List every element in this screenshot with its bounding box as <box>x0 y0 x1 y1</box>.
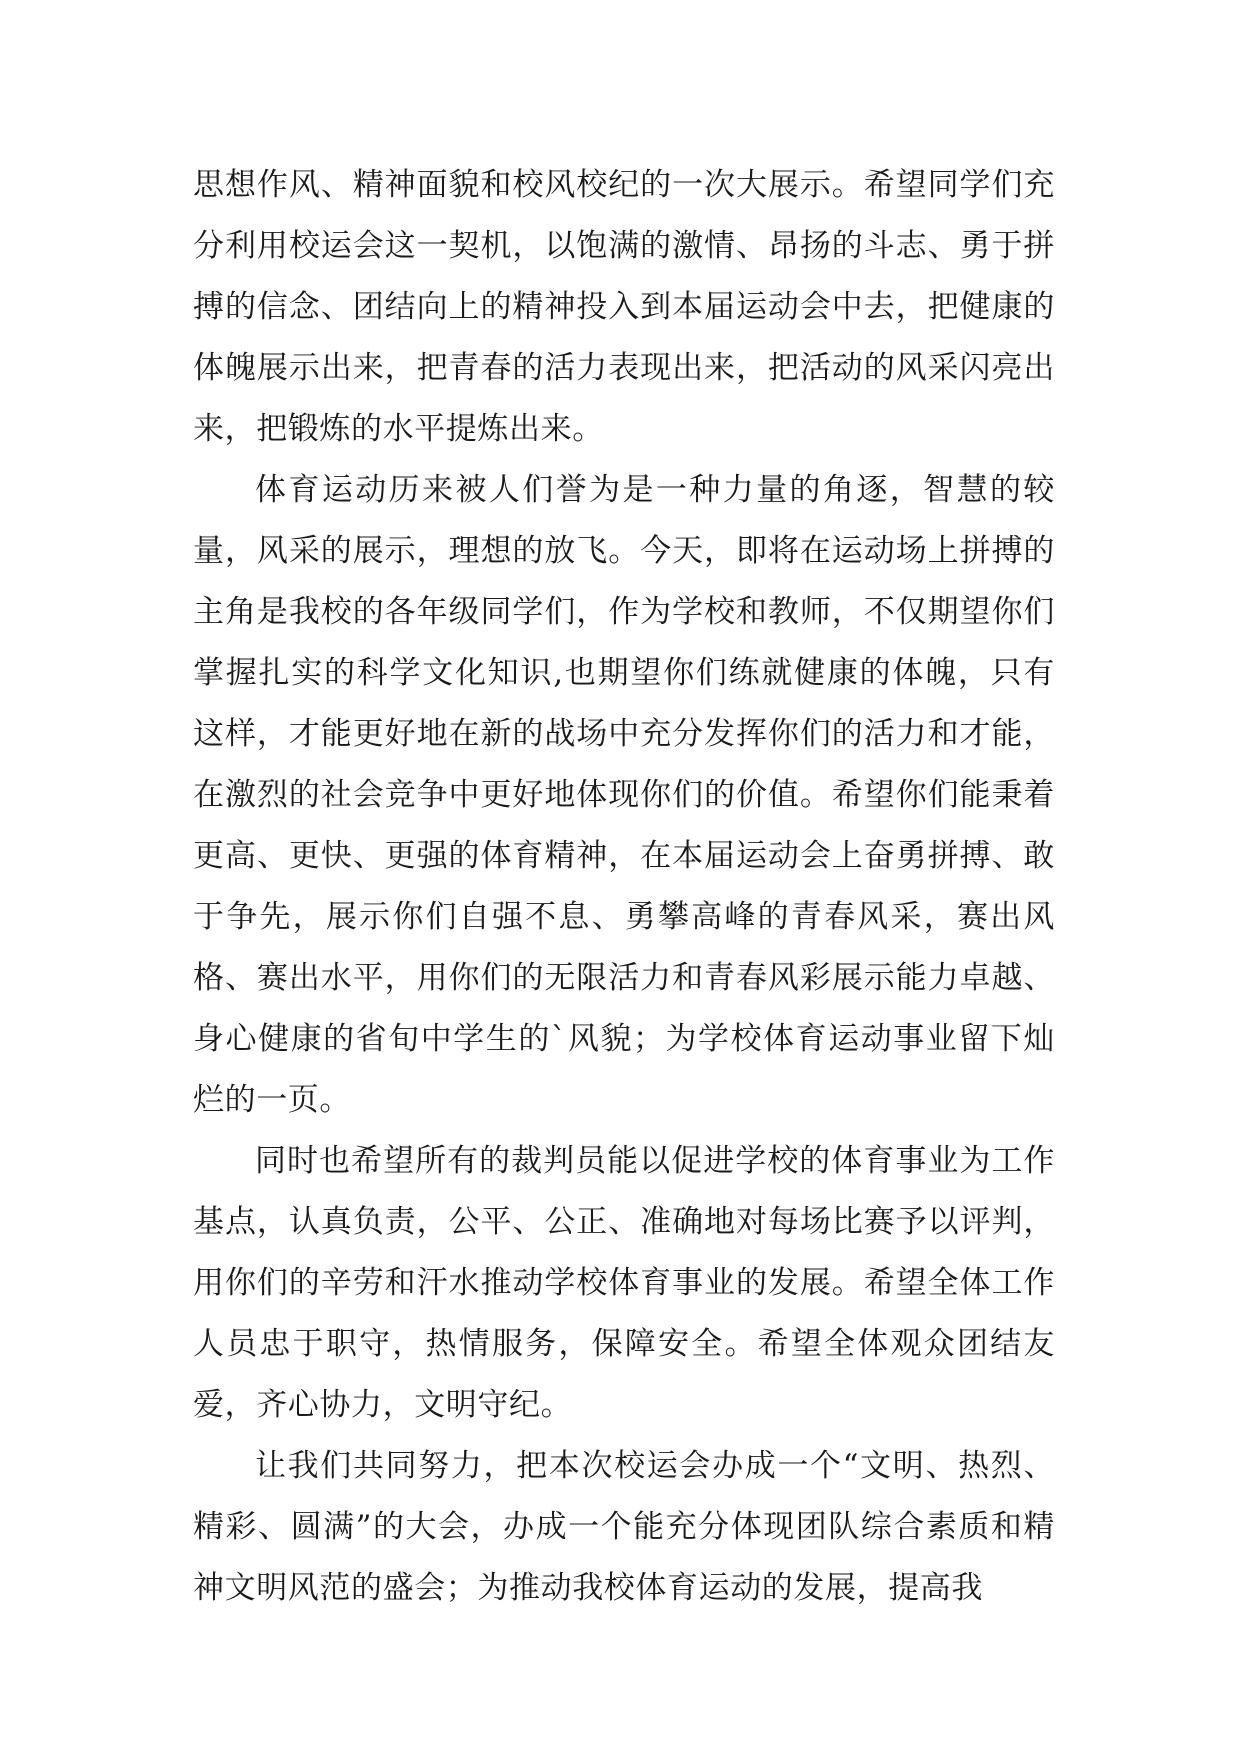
document-body <box>193 155 1055 1619</box>
paragraph-4: 让我们共同努力，把本次校运会办成一个“文明、热烈、精彩、圆满”的大会，办成一个能充分体现团队综合素质和精神文明风范的盛会；为推动我校体育运动的发展，提高我 <box>193 1448 1055 1606</box>
paragraph-2: 体育运动历来被人们誉为是一种力量的角逐，智慧的较量，风采的展示，理想的放飞。今天，即将在运动场上拼搏的主角是我校的各年级同学们，作为学校和教师，不仅期望你们掌握扎实的科学文化知识,也期望你们练就健康的体魄，只有这样，才能更好地在新的战场中充分发挥你们的活力和才能，在激烈的社会竞争中更好地体现你们的价值。希望你们能秉着更高、更快、更强的体育精神，在本届运动会上奋勇拼搏、敢于争先，展示你们自强不息、勇攀高峰的青春风采，赛出风格、赛出水平，用你们的无限活力和青春风彩展示能力卓越、身心健康的省旬中学生的`风貌；为学校体育运动事业留下灿烂的一页。 <box>193 472 1055 1118</box>
paragraph-3: 同时也希望所有的裁判员能以促进学校的体育事业为工作基点，认真负责，公平、公正、准确地对每场比赛予以评判，用你们的辛劳和汗水推动学校体育事业的发展。希望全体工作人员忠于职守，热情服务，保障安全。希望全体观众团结友爱，齐心协力，文明守纪。 <box>193 1143 1055 1423</box>
paragraph-1: 思想作风、精神面貌和校风校纪的一次大展示。希望同学们充分利用校运会这一契机，以饱满的激情、昂扬的斗志、勇于拼搏的信念、团结向上的精神投入到本届运动会中去，把健康的体魄展示出来，把青春的活力表现出来，把活动的风采闪亮出来，把锻炼的水平提炼出来。 <box>193 167 1055 447</box>
